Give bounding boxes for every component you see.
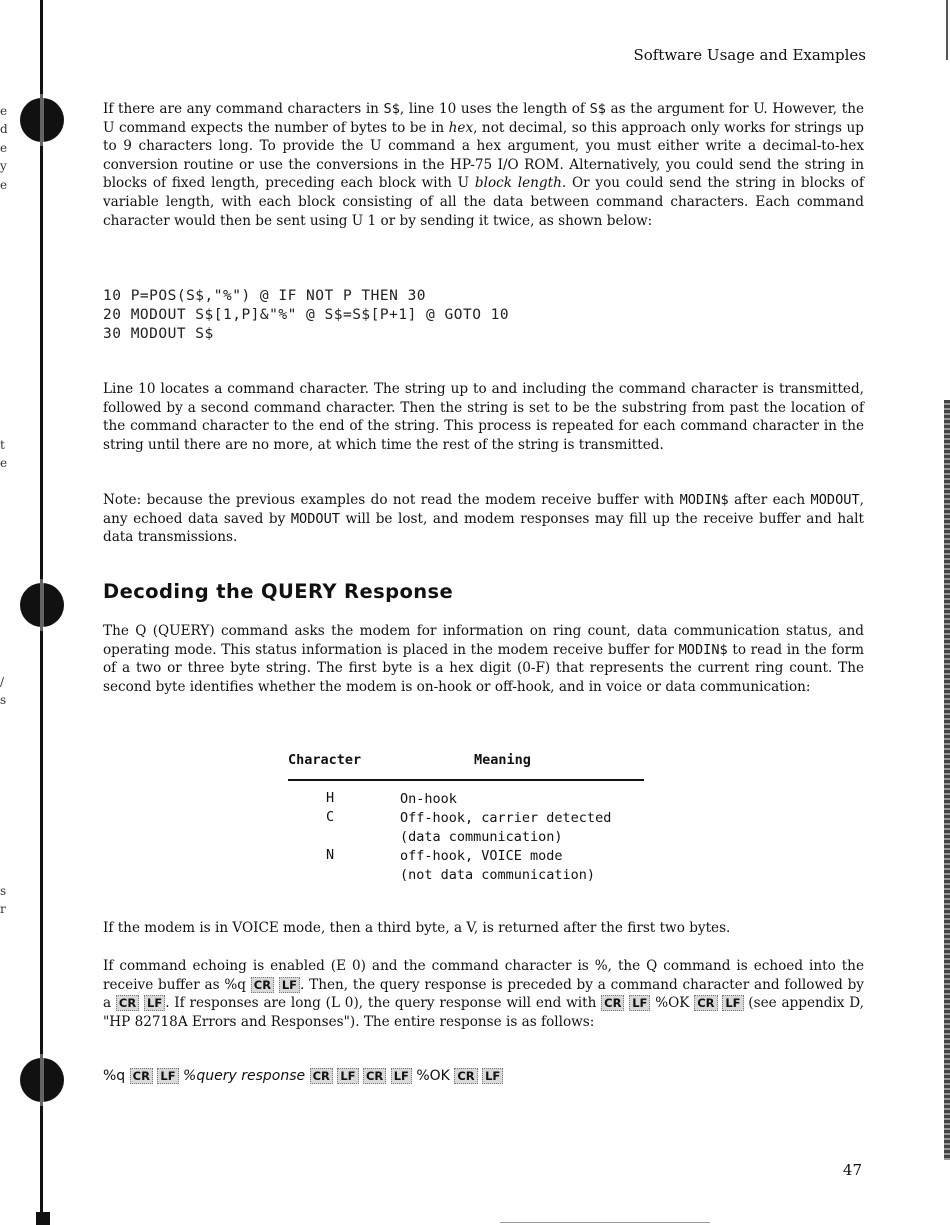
paragraph-3: Note: because the previous examples do not read the modem receive buffer with MODIN$ after each MODOUT, any echoed data saved by MODOUT will be lost, and modem responses may fill up the receive buffer and halt data transmissions. (103, 492, 864, 546)
edge-char: y (0, 159, 7, 173)
punch-hole (20, 98, 64, 142)
code-line: 10 P=POS(S$,"%") @ IF NOT P THEN 30 (103, 288, 427, 304)
paragraph-5: If the modem is in VOICE mode, then a third byte, a V, is returned after the first two bytes. (103, 920, 731, 936)
edge-char: e (0, 104, 8, 118)
cr-key: CR (130, 1068, 153, 1084)
edge-char: e (0, 178, 8, 192)
cr-key: CR (116, 995, 139, 1011)
edge-char: s (0, 884, 7, 898)
lf-key: LF (482, 1068, 503, 1084)
table-header-character: Character (288, 752, 362, 768)
paragraph-6: If command echoing is enabled (E 0) and the command character is %, the Q command is echoed into the receive buffer as %q CR LF . Then, the query response is preceded by a command character and followed by a CR LF . If responses are long (L 0), the query response will end with CR LF %OK CR LF (see appendix D, "HP 82718A Errors and Responses"). The entire response is as follows: (103, 958, 865, 1030)
page-number: 47 (842, 1161, 862, 1179)
cr-key: CR (601, 995, 624, 1011)
edge-char: e (0, 141, 8, 155)
edge-char: t (0, 438, 5, 452)
response-format-line: %q CR LF %query response CR LF CR LF %OK CR LF (103, 1068, 503, 1084)
table-header-meaning: Meaning (474, 752, 531, 768)
table-rule (288, 779, 644, 781)
edge-char: d (0, 122, 8, 136)
running-header: Software Usage and Examples (633, 46, 866, 64)
edge-char: e (0, 456, 8, 470)
section-heading: Decoding the QUERY Response (103, 580, 454, 603)
edge-char: r (0, 902, 6, 916)
code-listing (103, 287, 509, 344)
cr-key: CR (251, 977, 274, 993)
lf-key: LF (279, 977, 300, 993)
right-edge-mark (944, 400, 950, 1160)
table-cell-char: C (326, 809, 335, 825)
table-cell-meaning: Off-hook, carrier detected (data communication) (400, 810, 612, 845)
lf-key: LF (337, 1068, 358, 1084)
lf-key: LF (157, 1068, 178, 1084)
lf-key: LF (722, 995, 743, 1011)
edge-char: / (0, 675, 5, 689)
code-line: 30 MODOUT S$ (103, 326, 214, 342)
cr-key: CR (310, 1068, 333, 1084)
paragraph-1: If there are any command characters in S$, line 10 uses the length of S$ as the argument for U. However, the U command expects the number of bytes to be in hex, not decimal, so this approach only works for strings up to 9 characters long. To provide the U command a hex argument, you must either write a decimal-to-hex conversion routine or use the conversions in the HP-75 I/O ROM. Alternatively, you could send the string in blocks of fixed length, preceding each block with U block length. Or you could send the string in blocks of variable length, with each block consisting of all the data between command characters. Each command character would then be sent using U 1 or by sending it twice, as shown below: (103, 101, 864, 229)
code-line: 20 MODOUT S$[1,P]&"%" @ S$=S$[P+1] @ GOTO 10 (103, 307, 510, 323)
table-cell-meaning: off-hook, VOICE mode (not data communication) (400, 848, 596, 883)
paragraph-4: The Q (QUERY) command asks the modem for information on ring count, data communication status, and operating mode. This status information is placed in the modem receive buffer for MODIN$ to read in the form of a two or three byte string. The first byte is a hex digit (0-F) that represents the current ring count. The second byte identifies whether the modem is on-hook or off-hook, and in voice or data communication: (103, 623, 864, 695)
punch-hole (20, 583, 64, 627)
paragraph-2: Line 10 locates a command character. The string up to and including the command character is transmitted, followed by a second command character. Then the string is set to be the substring from past the location of the command character to the end of the string. This process is repeated for each command character in the string until there are no more, at which time the rest of the string is transmitted. (103, 381, 864, 453)
table-cell-char: H (326, 790, 335, 806)
binding-foot (36, 1212, 50, 1225)
cr-key: CR (454, 1068, 477, 1084)
table-cell-meaning: On-hook (400, 791, 457, 807)
lf-key: LF (144, 995, 165, 1011)
bottom-edge-mark (500, 1222, 710, 1223)
lf-key: LF (629, 995, 650, 1011)
cr-key: CR (363, 1068, 386, 1084)
table-cell-char: N (326, 847, 335, 863)
lf-key: LF (391, 1068, 412, 1084)
cr-key: CR (694, 995, 717, 1011)
edge-char: s (0, 693, 7, 707)
right-edge-mark (946, 0, 948, 60)
punch-hole (20, 1058, 64, 1102)
